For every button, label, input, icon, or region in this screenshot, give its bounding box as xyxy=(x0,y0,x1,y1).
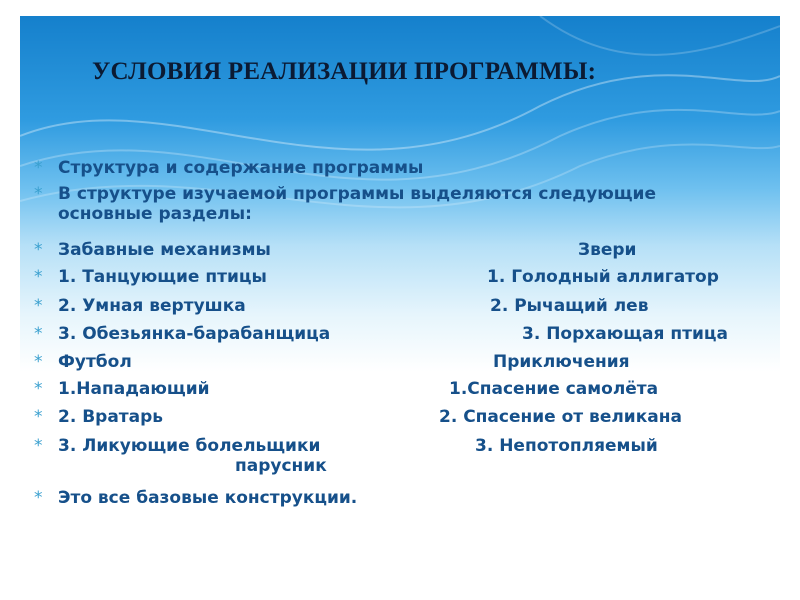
list-item-right: 2. Спасение от великана xyxy=(439,407,682,427)
slide xyxy=(20,16,780,590)
list-item-left: Это все базовые конструкции. xyxy=(58,488,358,508)
list-item-right: Звери xyxy=(578,240,637,260)
list-item-continuation: основные разделы: xyxy=(58,204,252,224)
list-item-right: 1.Спасение самолёта xyxy=(449,379,659,399)
list-item-right: 3. Порхающая птица xyxy=(522,324,728,344)
list-item-left: 2. Вратарь xyxy=(58,407,164,427)
list-item-right: Приключения xyxy=(493,352,630,372)
content-list xyxy=(20,16,780,590)
bullet-icon: * xyxy=(34,158,43,178)
bullet-icon: * xyxy=(34,407,43,427)
list-item-left: 3. Обезьянка-барабанщица xyxy=(58,324,331,344)
list-item-left: Забавные механизмы xyxy=(58,240,271,260)
bullet-icon: * xyxy=(34,240,43,260)
list-item-left: 2. Умная вертушка xyxy=(58,296,246,316)
bullet-icon: * xyxy=(34,488,43,508)
list-item-right: 3. Непотопляемый xyxy=(475,436,658,456)
bullet-icon: * xyxy=(34,436,43,456)
page-title: УСЛОВИЯ РЕАЛИЗАЦИИ ПРОГРАММЫ: xyxy=(92,58,597,85)
list-item-left: Структура и содержание программы xyxy=(58,158,424,178)
list-item-right: 2. Рычащий лев xyxy=(490,296,649,316)
bullet-icon: * xyxy=(34,379,43,399)
list-item-left: Футбол xyxy=(58,352,132,372)
list-item-left: 3. Ликующие болельщики xyxy=(58,436,321,456)
list-item-continuation: парусник xyxy=(235,456,327,476)
list-item-left: 1. Танцующие птицы xyxy=(58,267,267,287)
bullet-icon: * xyxy=(34,267,43,287)
bullet-icon: * xyxy=(34,184,43,204)
bullet-icon: * xyxy=(34,296,43,316)
bullet-icon: * xyxy=(34,352,43,372)
list-item-left: 1.Нападающий xyxy=(58,379,210,399)
bullet-icon: * xyxy=(34,324,43,344)
list-item-left: В структуре изучаемой программы выделяются следующие xyxy=(58,184,656,204)
list-item-right: 1. Голодный аллигатор xyxy=(487,267,719,287)
